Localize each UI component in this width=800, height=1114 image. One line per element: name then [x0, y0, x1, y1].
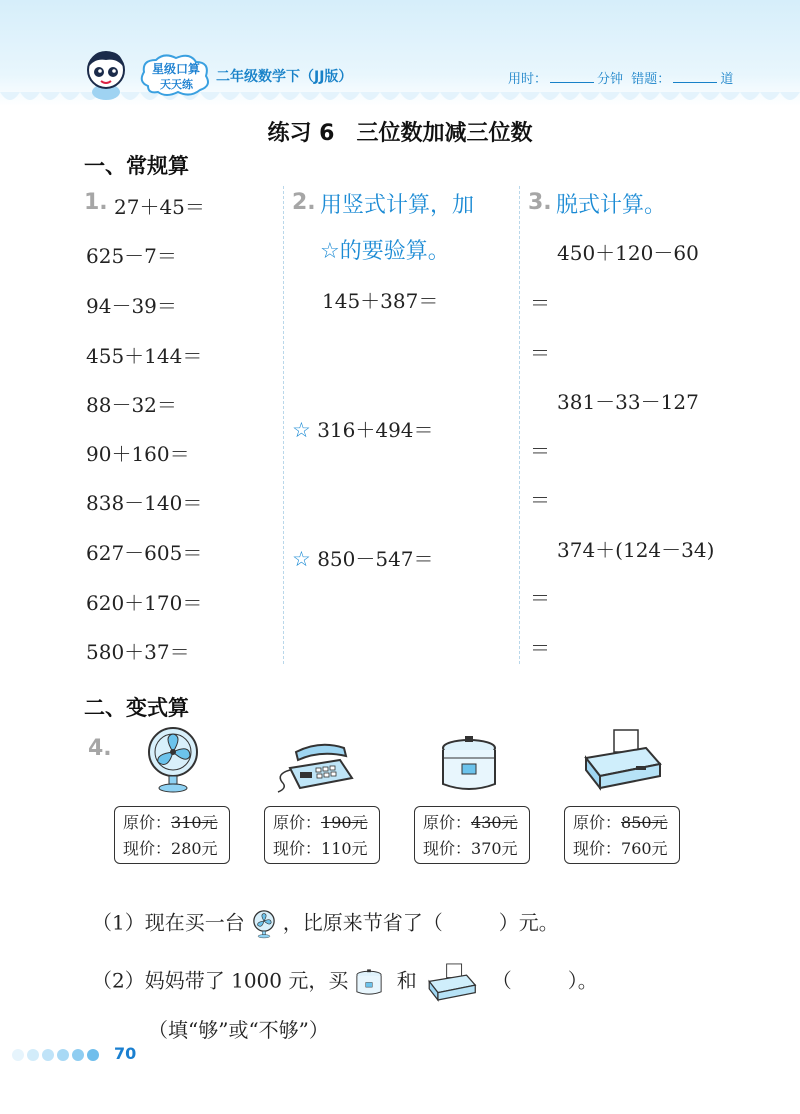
- q1-item: 580＋37＝: [86, 640, 190, 664]
- star-icon: ☆: [292, 547, 311, 571]
- q3-item: 381－33－127: [557, 390, 699, 414]
- q1-item: 625－7＝: [86, 244, 177, 268]
- current-price: 110元: [321, 839, 368, 858]
- price-box-fan: 原价：310元 现价：280元: [114, 806, 230, 864]
- time-label: 用时：: [508, 72, 548, 87]
- error-unit: 道: [720, 72, 734, 87]
- q2-number: 2.: [292, 190, 316, 215]
- fan-icon: [128, 724, 218, 794]
- error-blank[interactable]: [673, 81, 717, 83]
- original-price: 190元: [321, 813, 368, 832]
- q2-item: 145＋387＝: [322, 289, 439, 313]
- star-icon: ☆: [292, 418, 311, 442]
- price-box-rice-cooker: 原价：430元 现价：370元: [414, 806, 530, 864]
- brand-logo: [138, 52, 212, 98]
- price-box-telephone: 原价：190元 现价：110元: [264, 806, 380, 864]
- rice-cooker-icon: [424, 728, 514, 798]
- footer-decoration: [12, 1046, 102, 1065]
- original-price: 310元: [171, 813, 218, 832]
- q4-number: 4.: [88, 736, 112, 761]
- current-price: 760元: [621, 839, 668, 858]
- q4-sub2: （2）妈妈带了 1000 元，买 和 （ ）。: [92, 960, 598, 1004]
- rice-cooker-icon: [348, 960, 390, 1004]
- q4-sub1: （1）现在买一台 ，比原来节省了（ ）元。: [92, 904, 559, 944]
- current-price: 370元: [471, 839, 518, 858]
- q2-item: ☆ 850－547＝: [292, 547, 434, 571]
- section2-title: 二、变式算: [84, 696, 189, 720]
- q3-instruction: 脱式计算。: [556, 193, 667, 218]
- q1-item: 627－605＝: [86, 541, 203, 565]
- current-price: 280元: [171, 839, 218, 858]
- q3-equals: ＝: [530, 586, 550, 610]
- printer-icon: [423, 960, 479, 1004]
- time-unit: 分钟: [597, 72, 624, 87]
- column-divider: [519, 186, 520, 664]
- q3-item: 374＋(124－34): [557, 538, 715, 562]
- printer-icon: [576, 724, 666, 794]
- q3-item: 450＋120－60: [557, 241, 699, 265]
- time-blank[interactable]: [550, 81, 594, 83]
- q2-item: ☆ 316＋494＝: [292, 418, 434, 442]
- q1-item: 455＋144＝: [86, 344, 203, 368]
- q2-instruction: 用竖式计算，加: [320, 193, 475, 218]
- q1-item: 90＋160＝: [86, 442, 190, 466]
- time-error-record: [508, 68, 733, 87]
- fan-icon: [245, 904, 283, 944]
- q4-sub2-hint: （填“够”或“不够”）: [148, 1018, 329, 1042]
- q1-number: 1.: [84, 190, 108, 215]
- q1-item: 88－32＝: [86, 393, 177, 417]
- q1-item: 838－140＝: [86, 491, 203, 515]
- q3-number: 3.: [528, 190, 552, 215]
- brand-line2: 天天练: [160, 78, 193, 91]
- brand-line1: 星级口算: [152, 62, 201, 76]
- page-number: 70: [114, 1044, 137, 1063]
- telephone-icon: [270, 730, 360, 800]
- book-title: 二年级数学下（JJ版）: [216, 69, 353, 85]
- q3-equals: ＝: [530, 291, 550, 315]
- mascot-icon: [78, 46, 134, 102]
- error-label: 错题：: [631, 72, 671, 87]
- q3-equals: ＝: [530, 439, 550, 463]
- original-price: 430元: [471, 813, 518, 832]
- section1-title: 一、常规算: [84, 154, 189, 178]
- q2-instruction: ☆的要验算。: [320, 239, 450, 264]
- q1-item: 94－39＝: [86, 294, 177, 318]
- q3-equals: ＝: [530, 488, 550, 512]
- column-divider: [283, 186, 284, 664]
- q3-equals: ＝: [530, 636, 550, 660]
- price-box-printer: 原价：850元 现价：760元: [564, 806, 680, 864]
- q1-item: 27＋45＝: [114, 195, 205, 219]
- page-title: 练习 6 三位数加减三位数: [267, 121, 533, 146]
- q1-item: 620＋170＝: [86, 591, 203, 615]
- original-price: 850元: [621, 813, 668, 832]
- q3-equals: ＝: [530, 341, 550, 365]
